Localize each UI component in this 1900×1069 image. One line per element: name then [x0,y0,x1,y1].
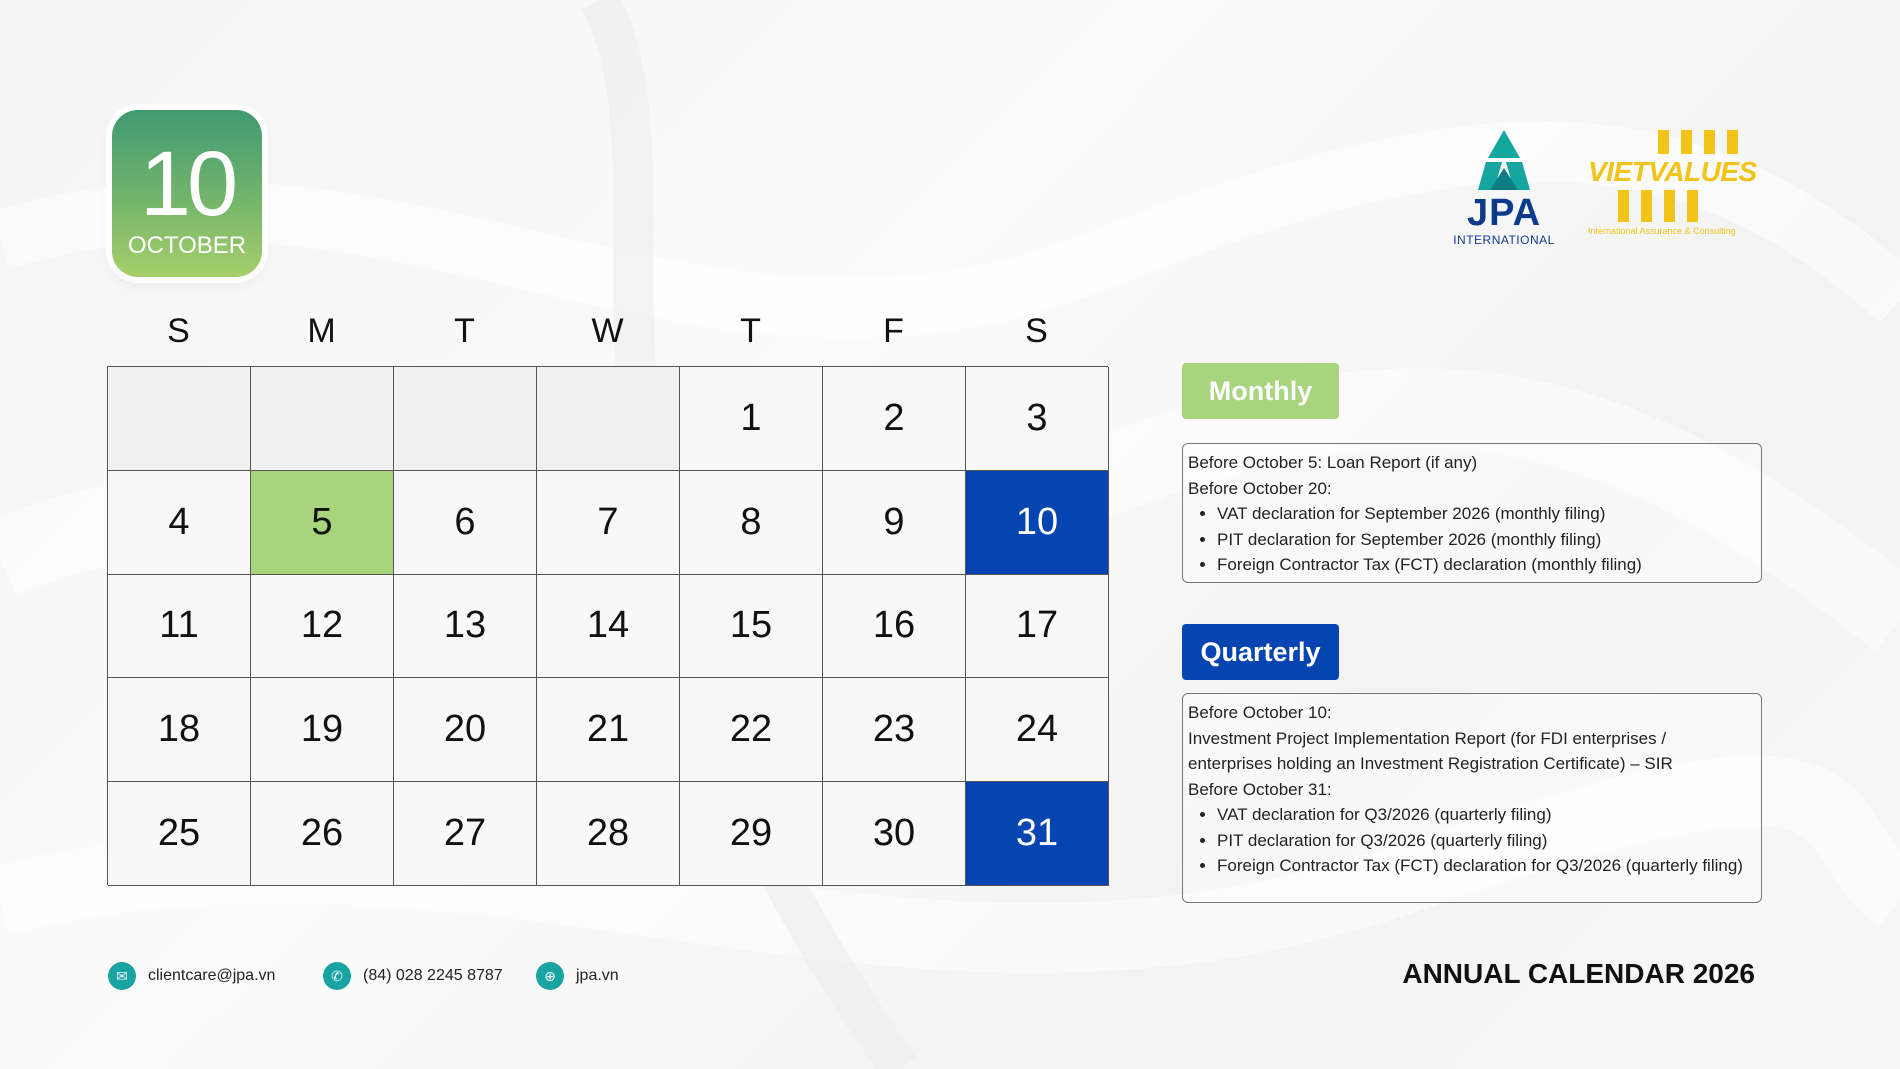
mail-icon: ✉ [108,962,136,990]
calendar-day-17: 17 [966,575,1109,679]
footer-website-text: jpa.vn [576,967,619,984]
jpa-logo-subtitle: INTERNATIONAL [1453,233,1555,247]
quarterly-deadlines-box [1182,693,1762,903]
calendar-day-8: 8 [680,471,823,575]
vietvalues-bars-top [1658,130,1764,154]
calendar-day-31: 31 [966,782,1109,886]
jpa-triangle-icon [1464,128,1544,194]
calendar-day-7: 7 [537,471,680,575]
quarterly-label: Quarterly [1182,624,1339,680]
calendar-day-27: 27 [394,782,537,886]
vietvalues-bars-bottom [1618,190,1764,222]
monthly-bullet-item: • Foreign Contractor Tax (FCT) declaration (monthly filing) [1217,552,1749,578]
footer-email[interactable] [108,962,275,990]
calendar-day-12: 12 [251,575,394,679]
month-badge-name: OCTOBER [127,232,247,259]
calendar-empty-cell [251,367,394,471]
calendar-day-16: 16 [823,575,966,679]
calendar-day-13: 13 [394,575,537,679]
calendar-day-11: 11 [108,575,251,679]
calendar-day-30: 30 [823,782,966,886]
weekday-thu: T [740,312,761,350]
vietvalues-logo [1588,130,1764,250]
calendar-day-5: 5 [251,471,394,575]
calendar-day-15: 15 [680,575,823,679]
jpa-logo [1436,128,1572,248]
annual-calendar-title: ANNUAL CALENDAR 2026 [1402,958,1755,989]
weekday-tue: T [454,312,475,350]
weekday-fri: F [883,312,904,350]
weekday-sun: S [167,312,190,350]
calendar-day-4: 4 [108,471,251,575]
calendar-day-29: 29 [680,782,823,886]
calendar-empty-cell [108,367,251,471]
calendar-day-26: 26 [251,782,394,886]
quarterly-bullet-item: • VAT declaration for Q3/2026 (quarterly filing) [1217,802,1749,828]
calendar-day-9: 9 [823,471,966,575]
quarterly-text-line: Investment Project Implementation Report (for FDI enterprises / enterprises holding an Investment Registration Certificate) – SIR [1188,728,1673,773]
weekday-mon: M [307,312,336,350]
calendar-day-19: 19 [251,678,394,782]
vietvalues-logo-name: VIETVALUES [1588,156,1757,187]
calendar-day-22: 22 [680,678,823,782]
calendar-day-6: 6 [394,471,537,575]
footer-phone[interactable] [323,962,503,990]
calendar-day-10: 10 [966,471,1109,575]
calendar-day-20: 20 [394,678,537,782]
quarterly-bullet-item: • PIT declaration for Q3/2026 (quarterly filing) [1217,828,1749,854]
calendar-day-24: 24 [966,678,1109,782]
calendar-day-28: 28 [537,782,680,886]
calendar-day-2: 2 [823,367,966,471]
vietvalues-logo-tagline: International Assurance & Consulting [1588,226,1736,236]
footer-website[interactable] [536,962,619,990]
jpa-logo-name: JPA [1466,192,1542,234]
calendar-day-23: 23 [823,678,966,782]
phone-icon: ✆ [323,962,351,990]
quarterly-bullet-item: • Foreign Contractor Tax (FCT) declaration for Q3/2026 (quarterly filing) [1217,853,1749,879]
calendar-day-21: 21 [537,678,680,782]
monthly-text-line: Before October 5: Loan Report (if any) [1188,453,1478,472]
globe-icon: ⊕ [536,962,564,990]
quarterly-bullet-list [1188,802,1749,879]
month-badge [112,110,262,277]
calendar-day-18: 18 [108,678,251,782]
monthly-text-line: Before October 20: [1188,478,1332,498]
footer-phone-text: (84) 028 2245 8787 [363,967,503,984]
quarterly-text-line: Before October 10: [1188,703,1332,722]
footer-email-text: clientcare@jpa.vn [148,967,276,984]
monthly-bullet-item: • VAT declaration for September 2026 (monthly filing) [1217,501,1749,527]
monthly-deadlines-box [1182,443,1762,583]
calendar-grid [107,366,1108,885]
weekday-wed: W [591,312,624,350]
calendar-day-25: 25 [108,782,251,886]
weekday-header [107,312,1108,351]
calendar-day-1: 1 [680,367,823,471]
month-badge-number: 10 [139,133,235,235]
calendar-empty-cell [537,367,680,471]
calendar-empty-cell [394,367,537,471]
monthly-bullet-list [1188,501,1749,578]
calendar-day-3: 3 [966,367,1109,471]
calendar-day-14: 14 [537,575,680,679]
quarterly-text-line: Before October 31: [1188,779,1332,799]
monthly-bullet-item: • PIT declaration for September 2026 (monthly filing) [1217,527,1749,553]
weekday-sat: S [1025,312,1048,350]
monthly-label: Monthly [1182,363,1339,419]
